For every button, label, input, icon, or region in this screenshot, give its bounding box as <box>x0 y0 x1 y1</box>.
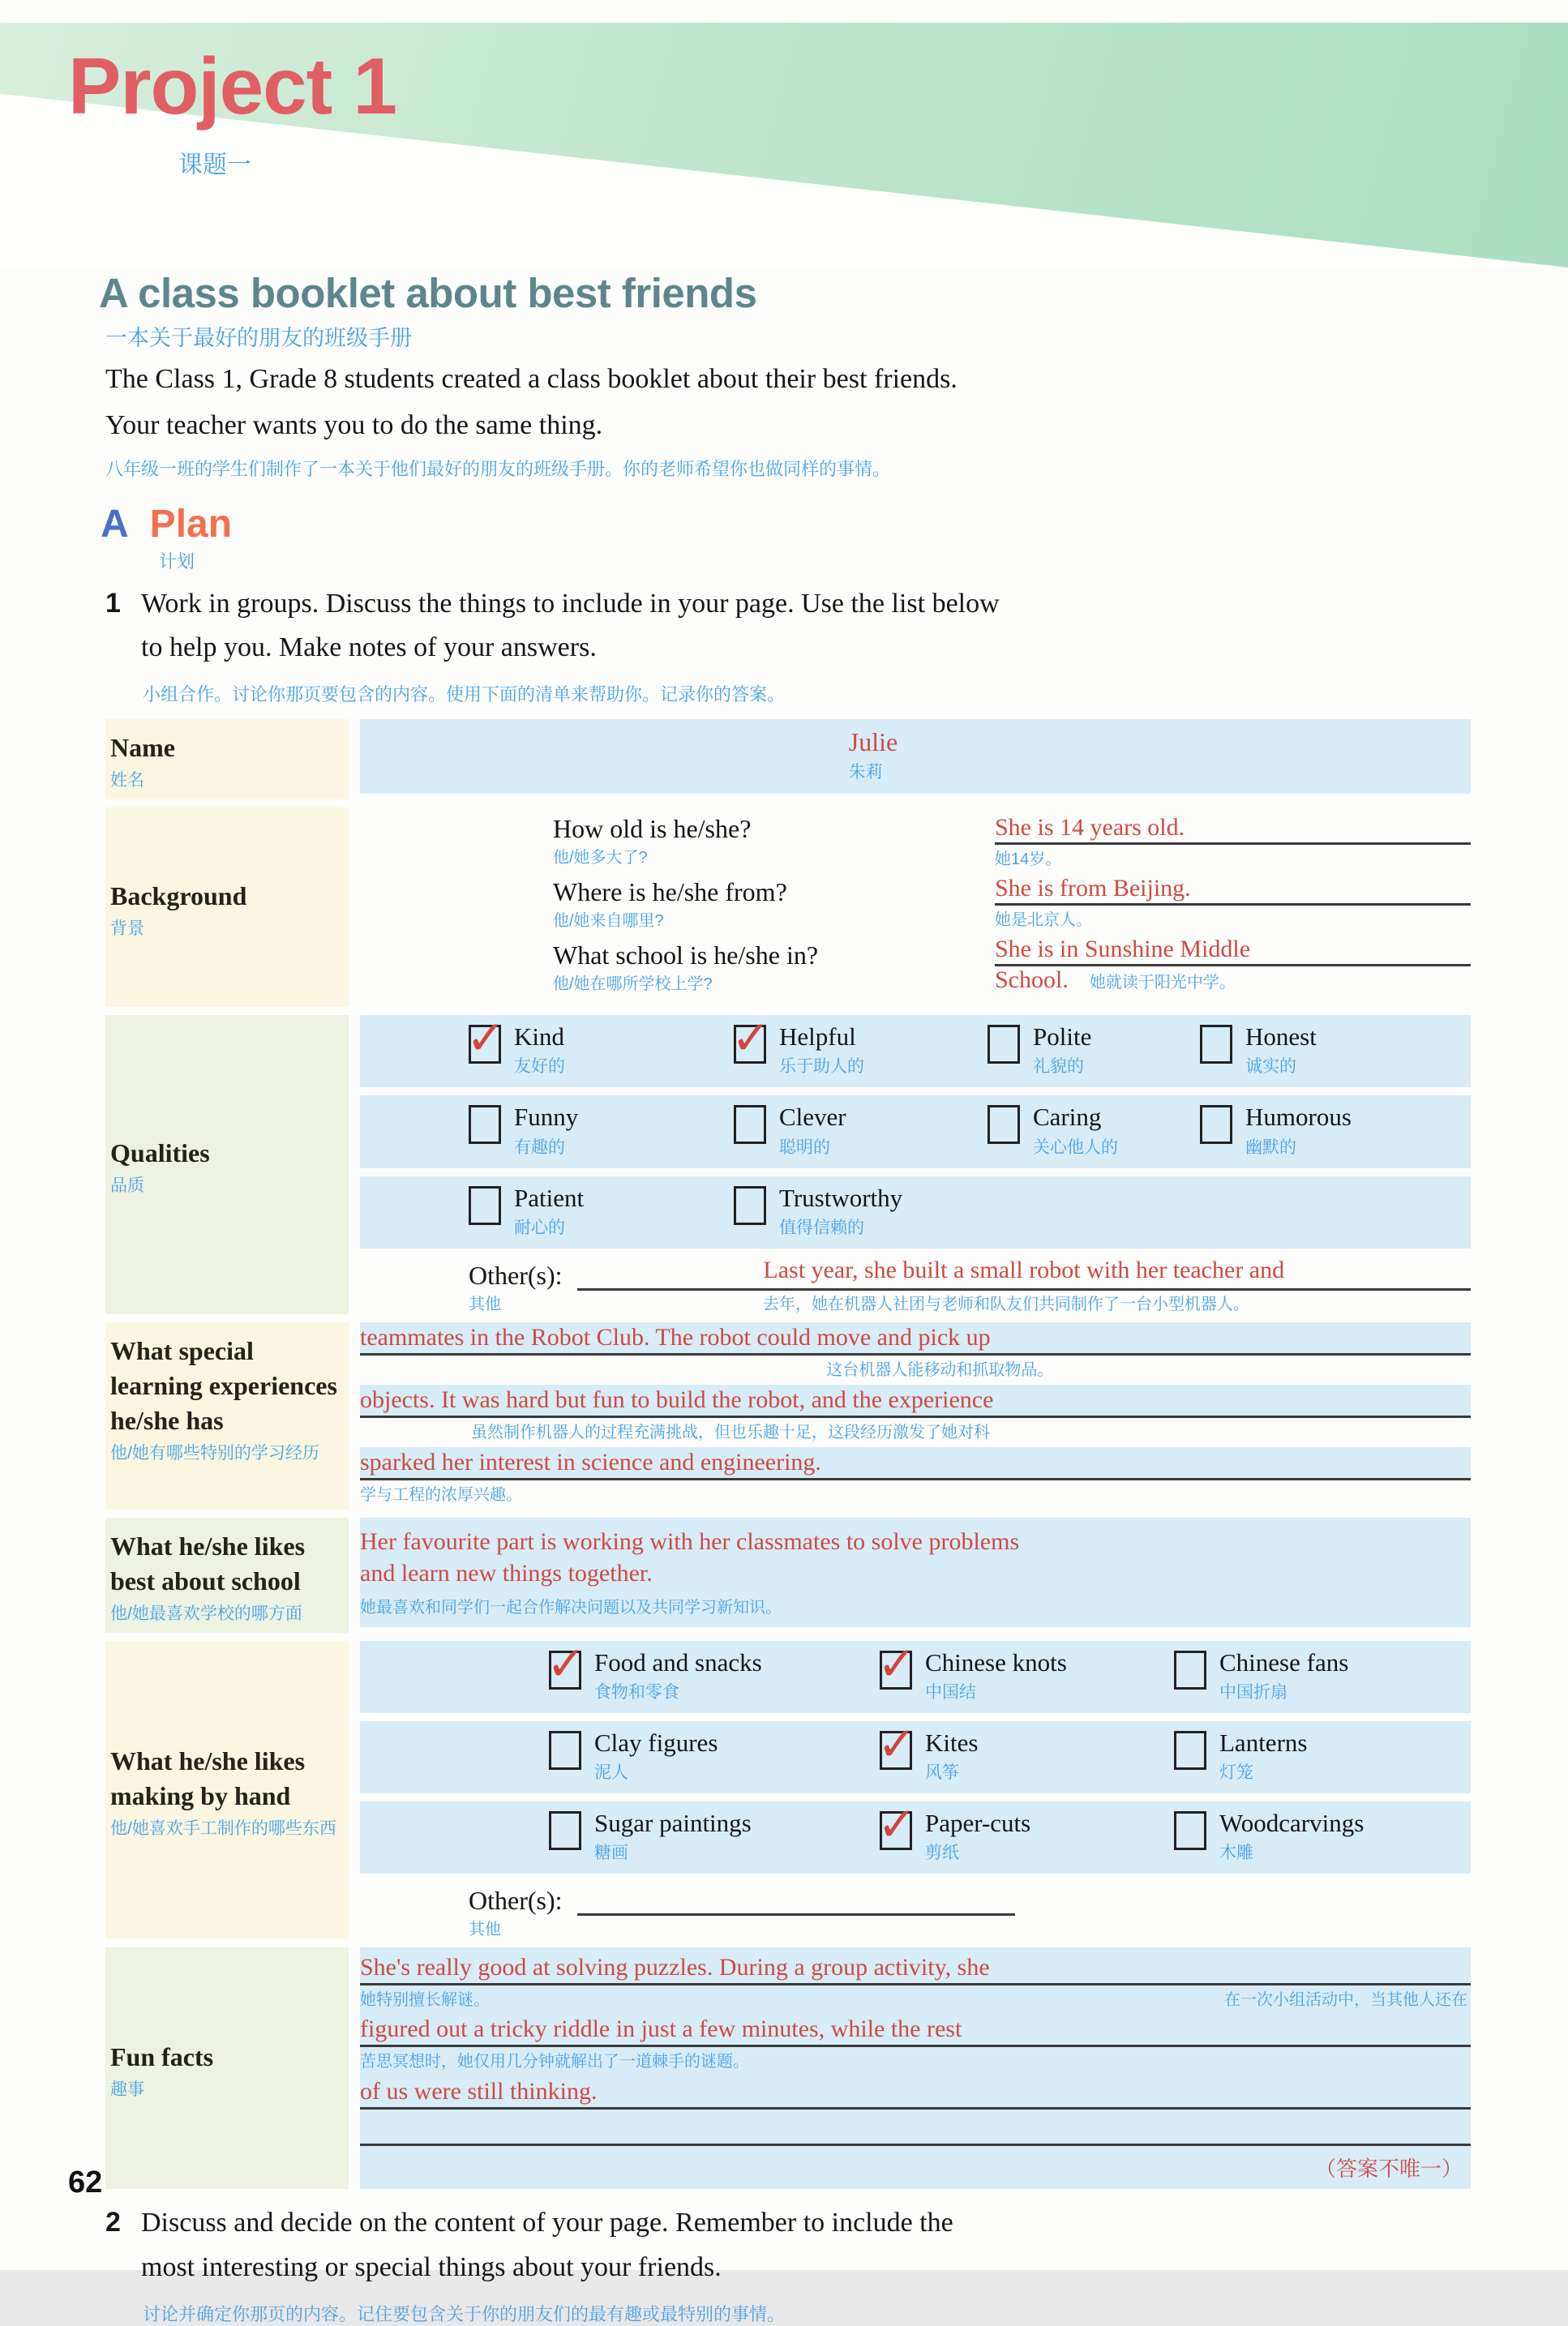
background-label: Background <box>110 880 247 910</box>
funfacts-blank-line[interactable] <box>360 2111 1471 2146</box>
task-2-number: 2 <box>105 2207 121 2238</box>
question-age <box>553 814 995 867</box>
quality-caring-zh: 关心他人的 <box>1033 1137 1118 1157</box>
qualities-others-zh: 其他 <box>469 1295 501 1313</box>
handmade-papercuts-label: Paper-cuts <box>925 1809 1031 1838</box>
school-answer-line-2: and learn new things together. <box>360 1559 653 1587</box>
quality-clever-label: Clever <box>779 1103 846 1132</box>
intro-line-2: Your teacher wants you to do the same thing. <box>105 409 603 440</box>
name-label-zh: 姓名 <box>110 771 144 790</box>
handmade-others-zh: 其他 <box>469 1921 501 1939</box>
funfacts-line-3-text: of us were still thinking. <box>360 2076 1471 2110</box>
task-2-line-2: most interesting or special things about your friends. <box>141 2252 722 2283</box>
handmade-label <box>110 1744 341 1814</box>
name-value-zh: 朱莉 <box>848 763 883 782</box>
question-age-zh: 他/她多大了? <box>553 849 648 867</box>
handmade-label-cell <box>105 1641 349 1939</box>
name-label: Name <box>110 733 175 763</box>
quality-kind[interactable] <box>469 1023 734 1077</box>
handmade-label-zh: 他/她喜欢手工制作的哪些东西 <box>110 1819 336 1839</box>
quality-honest[interactable] <box>1200 1023 1471 1077</box>
question-school-zh: 他/她在哪所学校上学? <box>553 975 713 994</box>
checkbox-chinese-fans[interactable] <box>1174 1651 1206 1690</box>
checkbox-chinese-knots[interactable] <box>880 1651 912 1690</box>
handmade-answer-cell <box>360 1641 1471 1939</box>
handmade-grid-row-1 <box>360 1641 1471 1713</box>
handmade-lanterns-zh: 灯笼 <box>1219 1763 1253 1783</box>
learning-label-3: he/she has <box>110 1406 224 1436</box>
learning-answer-cell <box>360 1322 1471 1510</box>
quality-helpful-zh: 乐于助人的 <box>779 1057 864 1077</box>
funfacts-line-3[interactable] <box>360 2076 1471 2110</box>
booklet-title-zh: 一本关于最好的朋友的班级手册 <box>105 326 412 350</box>
handmade-others-label: Other(s): <box>469 1886 563 1916</box>
handmade-others <box>360 1882 1471 1916</box>
handmade-others-sub <box>360 1916 1471 1939</box>
quality-humorous-zh: 幽默的 <box>1245 1137 1296 1157</box>
quality-patient-label: Patient <box>514 1183 585 1212</box>
handmade-clay[interactable] <box>549 1729 880 1784</box>
handmade-label-1: What he/she likes <box>110 1746 306 1776</box>
learning-label-cell <box>105 1322 349 1510</box>
page-number: 62 <box>68 2165 103 2200</box>
learning-line-1-text: teammates in the Robot Club. The robot could move and pick up <box>360 1322 1471 1356</box>
school-answer-zh: 她最喜欢和同学们一起合作解决问题以及共同学习新知识。 <box>360 1598 782 1617</box>
learning-line-3-zh: 学与工程的浓厚兴趣。 <box>360 1485 522 1504</box>
question-school-text: What school is he/she in? <box>553 940 819 970</box>
task-2-text <box>141 2207 953 2296</box>
funfacts-answer-cell <box>360 1947 1471 2189</box>
task-2-line-1: Discuss and decide on the content of your page. Remember to include the <box>141 2208 953 2238</box>
funfacts-label: Fun facts <box>110 2041 214 2071</box>
school-label-cell <box>105 1518 349 1633</box>
funfacts-label-zh: 趣事 <box>110 2080 144 2099</box>
answer-from[interactable] <box>995 875 1471 930</box>
handmade-fans-label: Chinese fans <box>1219 1648 1349 1677</box>
learning-line-3-text: sparked her interest in science and engineering. <box>360 1447 1471 1480</box>
background-label-zh: 背景 <box>110 919 144 938</box>
school-label <box>110 1529 341 1599</box>
checkbox-clever[interactable] <box>734 1105 766 1144</box>
quality-trustworthy-label: Trustworthy <box>779 1183 903 1212</box>
answer-from-zh: 她是北京人。 <box>995 911 1092 930</box>
quality-funny-label: Funny <box>514 1103 579 1132</box>
handmade-woodcarvings-label: Woodcarvings <box>1219 1809 1365 1838</box>
section-title: Plan <box>149 502 233 546</box>
checkbox-woodcarvings[interactable] <box>1174 1811 1206 1850</box>
checkbox-funny[interactable] <box>469 1105 501 1144</box>
task-1-number: 1 <box>105 587 121 619</box>
row-school <box>105 1518 1471 1633</box>
background-grid <box>360 807 1471 1007</box>
row-qualities <box>105 1015 1471 1313</box>
funfacts-line-1-zh <box>360 1985 1471 2012</box>
handmade-others-blank[interactable] <box>577 1882 1015 1916</box>
qualities-others-sub <box>360 1291 1471 1314</box>
handmade-knots-zh: 中国结 <box>925 1683 976 1703</box>
handmade-lanterns-label: Lanterns <box>1219 1728 1308 1758</box>
row-learning <box>105 1322 1471 1510</box>
handmade-woodcarvings[interactable] <box>1174 1810 1471 1864</box>
checkbox-paper-cuts[interactable] <box>880 1811 912 1850</box>
qualities-others-answer: Last year, she built a small robot with her teacher and <box>763 1256 1285 1283</box>
section-a-header <box>101 502 1471 546</box>
learning-line-2-text: objects. It was hard but fun to build the robot, and the experience <box>360 1385 1471 1418</box>
school-answer-cell <box>360 1518 1471 1633</box>
funfacts-line-2-zh: 苦思冥想时，她仅用几分钟就解出了一道棘手的谜题。 <box>360 2053 749 2071</box>
qualities-grid-row-1 <box>360 1015 1471 1087</box>
quality-polite[interactable] <box>987 1023 1200 1077</box>
quality-helpful[interactable] <box>734 1023 987 1077</box>
learning-label-2: learning experiences <box>110 1370 337 1400</box>
school-label-1: What he/she likes <box>110 1531 306 1561</box>
booklet-title: A class booklet about best friends <box>99 270 757 316</box>
handmade-sugar-label: Sugar paintings <box>594 1809 752 1838</box>
qualities-grid-row-3 <box>360 1176 1471 1249</box>
handmade-food-label: Food and snacks <box>594 1648 762 1677</box>
task-1-zh: 小组合作。讨论你那页要包含的内容。使用下面的清单来帮助你。记录你的答案。 <box>143 684 786 705</box>
learning-line-2[interactable] <box>360 1385 1471 1446</box>
name-answer-band <box>360 719 1471 794</box>
handmade-clay-zh: 泥人 <box>594 1763 628 1783</box>
row-handmade <box>105 1641 1471 1939</box>
handmade-food[interactable] <box>549 1649 880 1703</box>
handmade-food-zh: 食物和零食 <box>594 1683 679 1703</box>
answer-school[interactable] <box>995 936 1471 994</box>
quality-trustworthy[interactable] <box>734 1184 987 1239</box>
handmade-kites-zh: 风筝 <box>925 1763 959 1783</box>
learning-line-1-zh: 这台机器人能移动和抓取物品。 <box>826 1360 1054 1379</box>
quality-honest-label: Honest <box>1245 1022 1317 1052</box>
task-2-zh: 讨论并确定你那页的内容。记住要包含关于你的朋友们的最有趣或最特别的事情。 <box>143 2303 786 2324</box>
page-header <box>0 0 1568 268</box>
name-label-cell <box>105 719 349 799</box>
handmade-kites[interactable] <box>880 1729 1174 1784</box>
funfacts-line-2[interactable] <box>360 2014 1471 2075</box>
funfacts-line-1-text: She's really good at solving puzzles. During a group activity, she <box>360 1952 1471 1985</box>
funfacts-answer-band <box>360 1947 1471 2189</box>
quality-kind-label: Kind <box>514 1022 564 1052</box>
question-school <box>553 940 995 994</box>
learning-label-zh: 他/她有哪些特别的学习经历 <box>110 1444 319 1463</box>
answer-age[interactable] <box>995 814 1471 869</box>
learning-label <box>110 1334 341 1439</box>
checkbox-food-and-snacks[interactable] <box>549 1651 581 1690</box>
task-1-line-1: Work in groups. Discuss the things to include in your page. Use the list below <box>141 588 1000 619</box>
handmade-lanterns[interactable] <box>1174 1729 1471 1784</box>
row-name <box>105 719 1471 799</box>
quality-humorous[interactable] <box>1200 1103 1471 1158</box>
handmade-woodcarvings-zh: 木雕 <box>1219 1844 1253 1863</box>
task-1 <box>105 588 1471 677</box>
name-answer <box>849 727 1471 783</box>
qualities-others <box>360 1257 1471 1291</box>
learning-line-3[interactable] <box>360 1447 1471 1508</box>
question-from-zh: 他/她来自哪里? <box>553 912 664 931</box>
project-title: Project 1 <box>68 41 396 131</box>
intro-line-1: The Class 1, Grade 8 students created a class booklet about their best friends. <box>105 364 958 394</box>
checkbox-trustworthy[interactable] <box>734 1186 766 1225</box>
handmade-grid-row-3 <box>360 1801 1471 1874</box>
notes-table <box>105 719 1471 2189</box>
handmade-sugar[interactable] <box>549 1810 880 1864</box>
school-answer-line-1: Her favourite part is working with her classmates to solve problems <box>360 1527 1020 1555</box>
quality-humorous-label: Humorous <box>1245 1103 1352 1132</box>
learning-label-1: What special <box>110 1335 254 1365</box>
quality-patient-zh: 耐心的 <box>514 1218 565 1237</box>
intro-paragraph <box>105 363 1471 443</box>
quality-caring[interactable] <box>987 1103 1200 1158</box>
quality-clever-zh: 聪明的 <box>779 1137 830 1157</box>
question-age-text: How old is he/she? <box>553 814 752 844</box>
quality-polite-label: Polite <box>1033 1022 1092 1052</box>
handmade-papercuts[interactable] <box>880 1810 1174 1864</box>
qualities-label-zh: 品质 <box>110 1176 144 1196</box>
learning-line-2-zh: 虽然制作机器人的过程充满挑战，但也乐趣十足，这段经历激发了她对科 <box>471 1423 990 1441</box>
checkbox-kind[interactable] <box>469 1025 501 1064</box>
quality-trustworthy-zh: 值得信赖的 <box>779 1218 864 1237</box>
handmade-fans[interactable] <box>1174 1649 1471 1703</box>
answer-age-text: She is 14 years old. <box>995 814 1471 845</box>
checkbox-lanterns[interactable] <box>1174 1731 1206 1770</box>
name-value: Julie <box>848 727 898 757</box>
answer-school-text: She is in Sunshine Middle <box>995 936 1471 966</box>
quality-kind-zh: 友好的 <box>514 1057 565 1077</box>
answer-age-zh: 她14岁。 <box>995 850 1062 869</box>
quality-caring-label: Caring <box>1033 1103 1102 1132</box>
page-content <box>0 269 1568 2326</box>
qualities-others-label: Other(s): <box>469 1260 563 1290</box>
handmade-label-2: making by hand <box>110 1781 291 1811</box>
checkbox-helpful[interactable] <box>734 1025 766 1064</box>
funfacts-line-1-zh-left: 她特别擅长解谜。 <box>360 1991 490 2010</box>
task-1-line-2: to help you. Make notes of your answers. <box>141 632 597 663</box>
handmade-sugar-zh: 糖画 <box>594 1844 628 1863</box>
handmade-fans-zh: 中国折扇 <box>1219 1683 1287 1703</box>
qualities-label-cell <box>105 1015 349 1313</box>
quality-helpful-label: Helpful <box>779 1022 856 1052</box>
funfacts-line-2-text: figured out a tricky riddle in just a few minutes, while the rest <box>360 2014 1471 2047</box>
quality-funny[interactable] <box>469 1103 734 1158</box>
handmade-knots[interactable] <box>880 1649 1174 1703</box>
qualities-label: Qualities <box>110 1137 210 1167</box>
quality-polite-zh: 礼貌的 <box>1033 1057 1084 1077</box>
school-label-zh: 他/她最喜欢学校的哪方面 <box>110 1604 302 1624</box>
checkbox-kites[interactable] <box>880 1731 912 1770</box>
task-2 <box>105 2207 1471 2296</box>
quality-patient[interactable] <box>469 1184 734 1239</box>
task-1-text <box>141 588 1000 677</box>
quality-honest-zh: 诚实的 <box>1245 1057 1296 1077</box>
background-answer-cell <box>360 807 1471 1007</box>
answer-school-line2 <box>995 966 1471 994</box>
qualities-others-answer-zh: 去年，她在机器人社团与老师和队友们共同制作了一台小型机器人。 <box>763 1295 1249 1313</box>
handmade-kites-label: Kites <box>925 1728 979 1758</box>
quality-clever[interactable] <box>734 1103 987 1158</box>
checkbox-caring[interactable] <box>987 1105 1020 1144</box>
quality-funny-zh: 有趣的 <box>514 1137 565 1157</box>
section-title-zh: 计划 <box>159 550 195 572</box>
answer-school-text-2: School. <box>995 966 1069 994</box>
answer-from-text: She is from Beijing. <box>995 875 1471 906</box>
checkbox-polite[interactable] <box>987 1025 1020 1064</box>
background-answers <box>995 814 1471 1004</box>
checkbox-honest[interactable] <box>1200 1025 1232 1064</box>
question-from-text: Where is he/she from? <box>553 877 787 907</box>
checkbox-humorous[interactable] <box>1200 1105 1232 1144</box>
question-from <box>553 877 995 931</box>
checkbox-patient[interactable] <box>469 1186 501 1225</box>
name-answer-cell <box>360 719 1471 799</box>
qualities-others-blank[interactable] <box>577 1257 1471 1291</box>
learning-line-1[interactable] <box>360 1322 1471 1383</box>
funfacts-line-1-zh-right: 在一次小组活动中，当其他人还在 <box>1224 1991 1467 2010</box>
school-answer-band[interactable] <box>360 1518 1471 1627</box>
handmade-knots-label: Chinese knots <box>925 1648 1067 1677</box>
funfacts-line-1[interactable] <box>360 1952 1471 2012</box>
project-title-zh: 课题一 <box>178 152 251 178</box>
answer-school-zh: 她就读于阳光中学。 <box>1089 974 1236 992</box>
background-label-cell <box>105 807 349 1007</box>
section-letter: A <box>101 502 129 546</box>
qualities-grid-row-2 <box>360 1095 1471 1167</box>
school-label-2: best about school <box>110 1566 301 1596</box>
background-questions <box>553 814 995 1004</box>
checkbox-sugar-paintings[interactable] <box>549 1811 581 1850</box>
intro-zh: 八年级一班的学生们制作了一本关于他们最好的朋友的班级手册。你的老师希望你也做同样的事情。 <box>105 458 891 479</box>
handmade-papercuts-zh: 剪纸 <box>925 1844 959 1863</box>
answers-vary-note: （答案不唯一） <box>1314 2157 1463 2182</box>
handmade-clay-label: Clay figures <box>594 1728 718 1758</box>
funfacts-label-cell <box>105 1947 349 2189</box>
row-background <box>105 807 1471 1007</box>
checkbox-clay-figures[interactable] <box>549 1731 581 1770</box>
row-funfacts <box>105 1947 1471 2189</box>
qualities-answer-cell <box>360 1015 1471 1313</box>
handmade-grid-row-2 <box>360 1721 1471 1793</box>
